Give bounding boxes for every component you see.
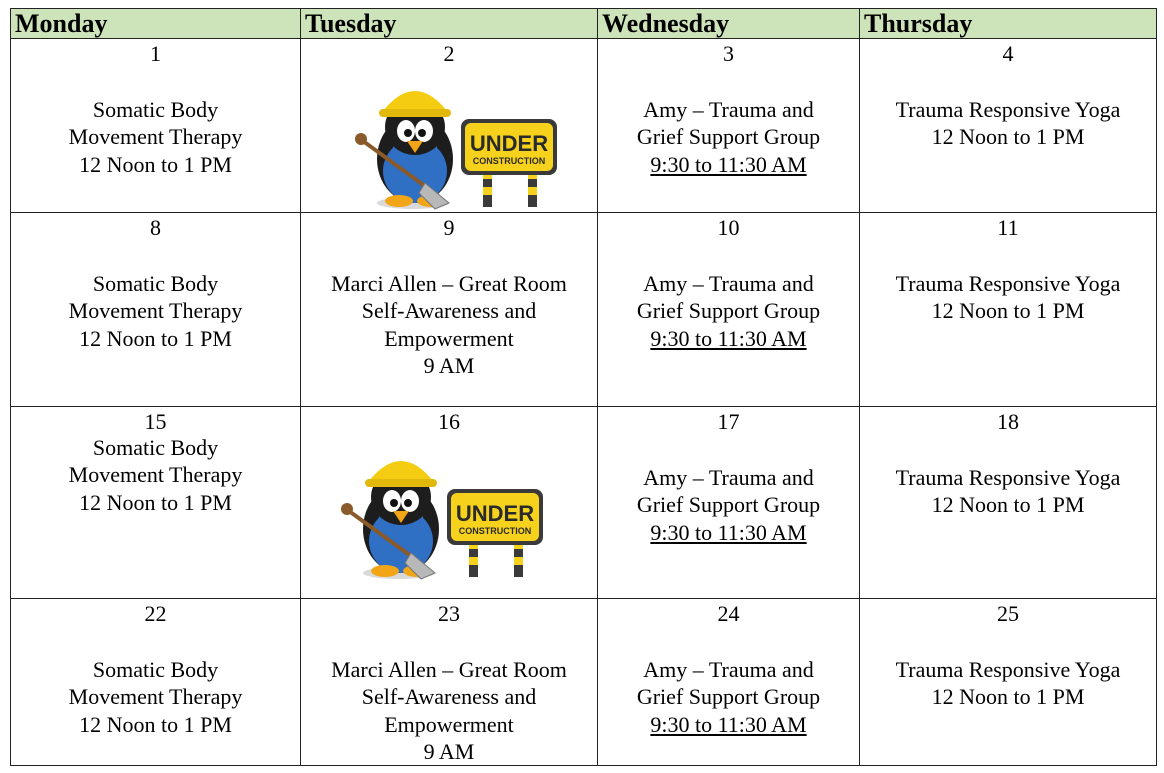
event-details	[301, 270, 597, 379]
day-number: 1	[150, 41, 161, 66]
event-line: Amy – Trauma and	[643, 657, 814, 682]
event-line: 12 Noon to 1 PM	[79, 711, 232, 737]
event-details	[860, 464, 1156, 519]
event-line: Grief Support Group	[636, 298, 821, 324]
event-line: Trauma Responsive Yoga	[895, 657, 1121, 682]
event-line: Grief Support Group	[636, 124, 821, 150]
event-details	[860, 96, 1156, 151]
day-number: 11	[997, 215, 1019, 240]
day-number: 15	[144, 409, 167, 434]
event-time: 9:30 to 11:30 AM	[650, 519, 807, 545]
calendar-cell-tue-9	[300, 212, 598, 407]
event-line: 12 Noon to 1 PM	[931, 124, 1085, 150]
calendar-cell-wed-3	[597, 38, 860, 213]
under-construction-illustration	[319, 441, 549, 581]
event-line: Amy – Trauma and	[643, 465, 814, 490]
event-details	[11, 434, 300, 516]
header-label: Tuesday	[305, 9, 397, 38]
event-line: Empowerment	[384, 325, 514, 351]
calendar-cell-tue-16	[300, 406, 598, 599]
event-line: Trauma Responsive Yoga	[895, 271, 1121, 296]
event-line: Empowerment	[384, 711, 514, 737]
event-time: 9:30 to 11:30 AM	[650, 325, 807, 351]
calendar-cell-mon-15	[10, 406, 301, 599]
day-number: 10	[717, 215, 740, 240]
sign-text: UNDER	[455, 501, 535, 526]
event-line: 12 Noon to 1 PM	[931, 298, 1085, 324]
calendar-cell-thu-11	[859, 212, 1157, 407]
event-line: Somatic Body	[92, 657, 219, 682]
sign-text: CONSTRUCTION	[472, 156, 546, 166]
header-monday	[10, 8, 301, 39]
event-line: Self-Awareness and	[361, 298, 537, 324]
header-tuesday	[300, 8, 598, 39]
calendar-cell-mon-8	[10, 212, 301, 407]
header-wednesday	[597, 8, 860, 39]
event-details	[598, 464, 859, 546]
event-time: 9:30 to 11:30 AM	[650, 711, 807, 737]
day-number: 17	[717, 409, 740, 434]
event-line: 9 AM	[423, 352, 475, 378]
header-label: Thursday	[864, 9, 973, 38]
event-line: 12 Noon to 1 PM	[79, 325, 232, 351]
event-time: 9:30 to 11:30 AM	[650, 151, 807, 177]
event-line: Amy – Trauma and	[643, 97, 814, 122]
event-details	[598, 656, 859, 738]
header-label: Wednesday	[602, 9, 730, 38]
event-details	[11, 96, 300, 178]
day-number: 24	[717, 601, 740, 626]
event-line: Amy – Trauma and	[643, 271, 814, 296]
event-details	[11, 656, 300, 738]
header-label: Monday	[15, 9, 108, 38]
calendar-cell-thu-4	[859, 38, 1157, 213]
event-details	[860, 270, 1156, 325]
event-line: Somatic Body	[92, 97, 219, 122]
calendar-cell-wed-24	[597, 598, 860, 766]
calendar-cell-mon-1	[10, 38, 301, 213]
calendar-cell-wed-17	[597, 406, 860, 599]
day-number: 23	[438, 601, 460, 626]
day-number: 25	[997, 601, 1019, 626]
event-line: Grief Support Group	[636, 492, 821, 518]
event-line: 12 Noon to 1 PM	[931, 492, 1085, 518]
sign-text: UNDER	[469, 131, 549, 156]
day-number: 18	[997, 409, 1019, 434]
event-line: 12 Noon to 1 PM	[79, 489, 232, 515]
sign-text: CONSTRUCTION	[458, 526, 532, 536]
event-details	[11, 270, 300, 352]
event-line: Somatic Body	[92, 435, 219, 460]
penguin-worker-icon	[355, 91, 453, 209]
event-line: Grief Support Group	[636, 684, 821, 710]
calendar-cell-tue-2	[300, 38, 598, 213]
event-details	[598, 270, 859, 352]
under-construction-illustration	[333, 71, 563, 211]
calendar-cell-tue-23	[300, 598, 598, 766]
event-line: Movement Therapy	[68, 298, 243, 324]
under-construction-sign-icon	[447, 489, 543, 577]
event-line: Movement Therapy	[68, 684, 243, 710]
event-line: 12 Noon to 1 PM	[931, 684, 1085, 710]
event-line: Trauma Responsive Yoga	[895, 97, 1121, 122]
event-line: 9 AM	[423, 738, 475, 764]
event-line: 12 Noon to 1 PM	[79, 151, 232, 177]
day-number: 16	[438, 409, 460, 434]
penguin-worker-icon	[341, 461, 439, 579]
day-number: 8	[150, 215, 161, 240]
event-line: Trauma Responsive Yoga	[895, 465, 1121, 490]
calendar-table	[10, 8, 1157, 766]
day-number: 3	[723, 41, 734, 66]
header-thursday	[859, 8, 1157, 39]
event-line: Movement Therapy	[68, 124, 243, 150]
event-details	[598, 96, 859, 178]
calendar-cell-wed-10	[597, 212, 860, 407]
day-number: 22	[144, 601, 167, 626]
day-number: 4	[1002, 41, 1014, 66]
calendar-cell-thu-25	[859, 598, 1157, 766]
event-details	[860, 656, 1156, 711]
calendar-cell-mon-22	[10, 598, 301, 766]
event-line: Movement Therapy	[68, 462, 243, 488]
event-line: Self-Awareness and	[361, 684, 537, 710]
day-number: 2	[443, 41, 455, 66]
day-number: 9	[443, 215, 455, 240]
event-line: Marci Allen – Great Room	[331, 271, 567, 296]
event-line: Somatic Body	[92, 271, 219, 296]
event-details	[301, 656, 597, 765]
event-line: Marci Allen – Great Room	[331, 657, 567, 682]
under-construction-sign-icon	[461, 119, 557, 207]
calendar-cell-thu-18	[859, 406, 1157, 599]
